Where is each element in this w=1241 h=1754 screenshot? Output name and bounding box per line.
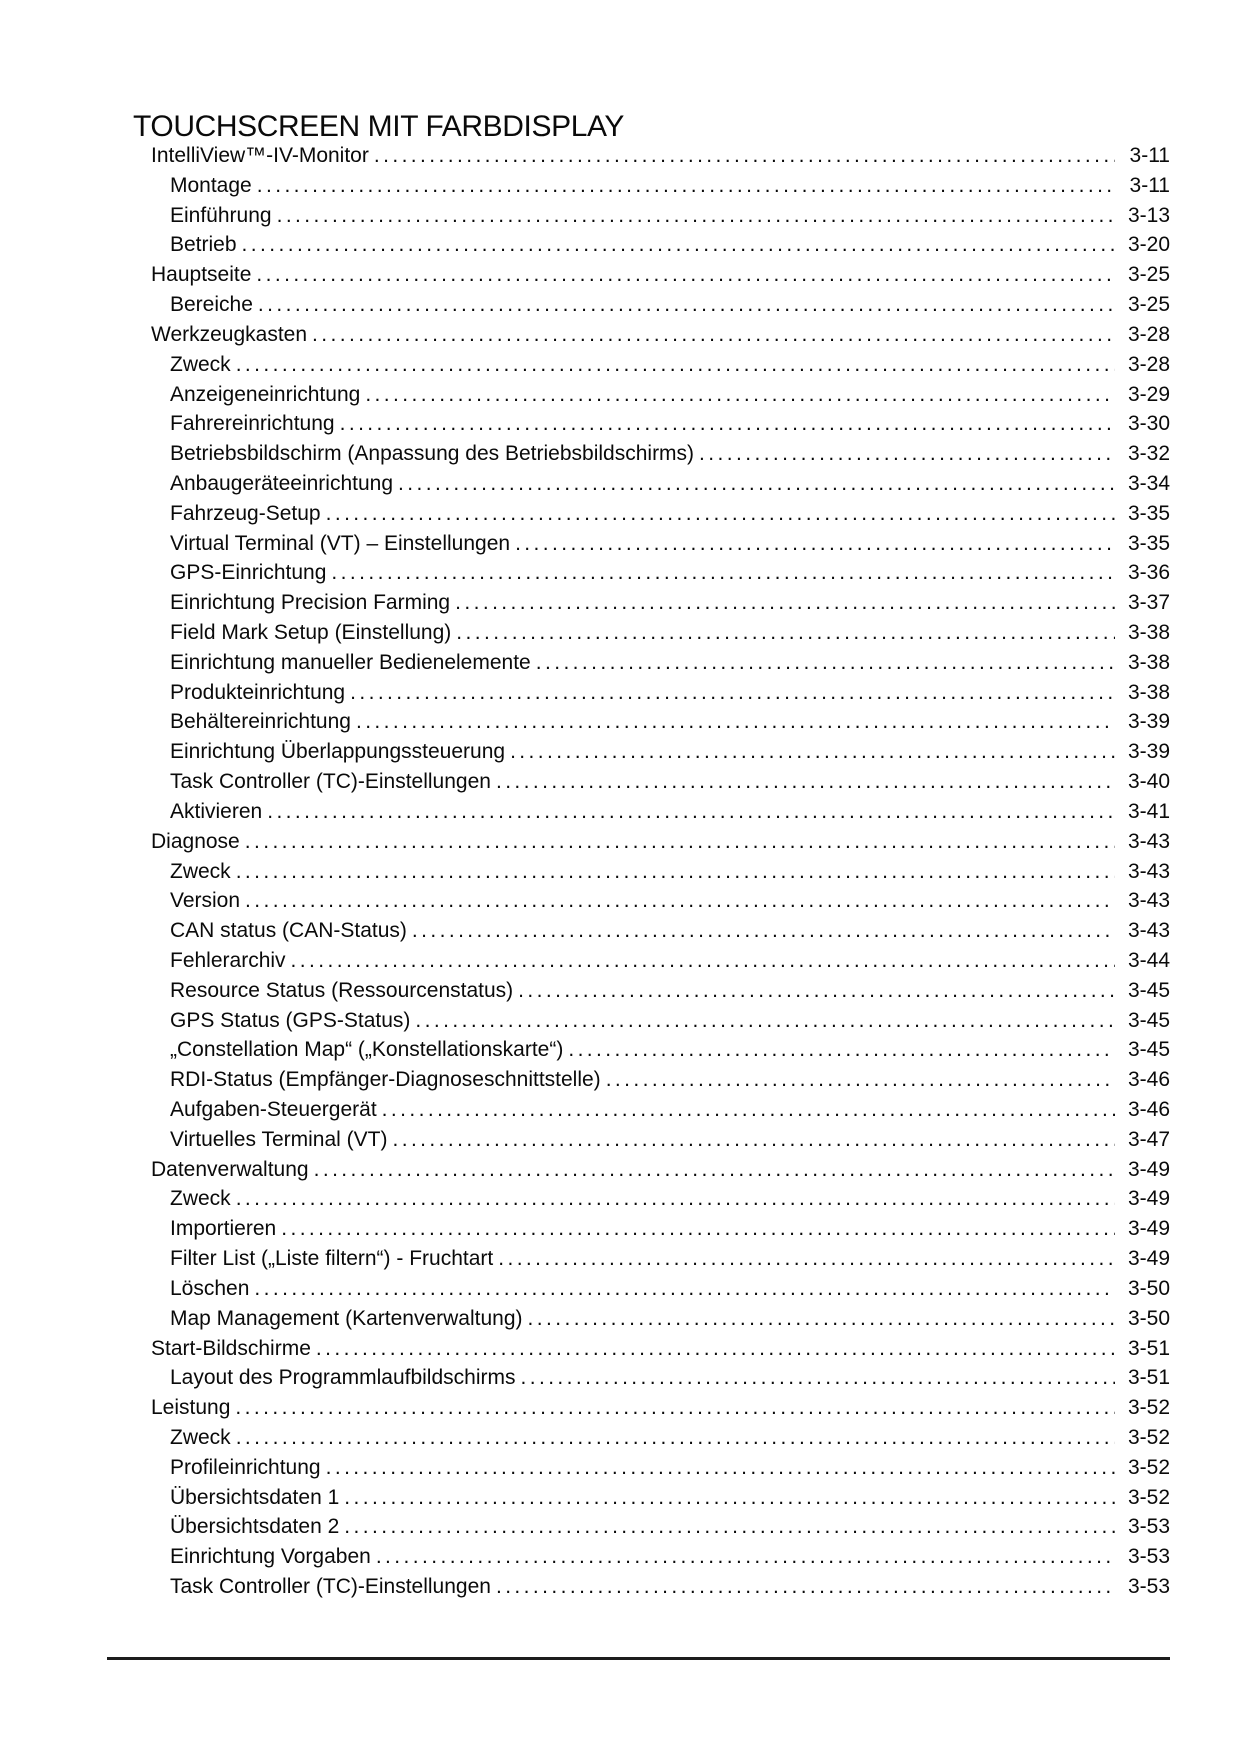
dot-leader <box>356 707 1115 737</box>
toc-entry-label: Start-Bildschirme <box>151 1336 311 1360</box>
toc-page-number: 3-29 <box>1127 382 1170 406</box>
toc-page-number: 3-38 <box>1127 650 1170 674</box>
toc-page-number: 3-51 <box>1127 1336 1170 1360</box>
dot-leader <box>312 320 1115 350</box>
toc-entry-label: Zweck <box>170 1425 231 1449</box>
dot-leader <box>456 618 1115 648</box>
toc-entry-label: RDI-Status (Empfänger-Diagnoseschnittstelle) <box>170 1068 601 1092</box>
toc-entry <box>107 1125 1170 1155</box>
toc-entry <box>107 469 1170 499</box>
dot-leader <box>236 1423 1115 1453</box>
toc-entry <box>107 1155 1170 1185</box>
toc-entry <box>107 1572 1170 1602</box>
toc-entry-label: Fahrereinrichtung <box>170 412 335 436</box>
dot-leader <box>242 230 1115 260</box>
toc-page-number: 3-34 <box>1127 471 1170 495</box>
toc-entry <box>107 1542 1170 1572</box>
toc-entry <box>107 141 1170 171</box>
toc-entry <box>107 767 1170 797</box>
dot-leader <box>606 1065 1115 1095</box>
toc-entry <box>107 1363 1170 1393</box>
toc-page-number: 3-25 <box>1127 263 1170 287</box>
toc-entry <box>107 1304 1170 1334</box>
dot-leader <box>340 409 1115 439</box>
toc-page-number: 3-30 <box>1127 412 1170 436</box>
dot-leader <box>496 767 1115 797</box>
toc-entry <box>107 1274 1170 1304</box>
toc-page-number: 3-32 <box>1127 442 1170 466</box>
toc-entry <box>107 320 1170 350</box>
toc-page-number: 3-43 <box>1127 829 1170 853</box>
toc-entry-label: Virtuelles Terminal (VT) <box>170 1127 388 1151</box>
toc-entry <box>107 499 1170 529</box>
toc-entry-label: Aufgaben-Steuergerät <box>170 1098 377 1121</box>
dot-leader <box>254 1274 1115 1304</box>
toc-page-number: 3-50 <box>1127 1306 1170 1330</box>
toc-page-number: 3-49 <box>1127 1187 1170 1211</box>
toc-entry-label: Task Controller (TC)-Einstellungen <box>170 1575 491 1598</box>
toc-entry <box>107 916 1170 946</box>
toc-page-number: 3-45 <box>1127 1008 1170 1032</box>
toc-entry <box>107 1244 1170 1274</box>
dot-leader <box>314 1155 1115 1185</box>
toc-entry-label: Behältereinrichtung <box>170 710 351 734</box>
dot-leader <box>376 1542 1115 1572</box>
table-of-contents <box>107 141 1170 1602</box>
toc-entry <box>107 1393 1170 1423</box>
toc-page-number: 3-53 <box>1127 1545 1170 1569</box>
dot-leader <box>257 171 1115 201</box>
toc-entry-label: Übersichtsdaten 1 <box>170 1485 340 1509</box>
dot-leader <box>415 1006 1115 1036</box>
toc-page-number: 3-52 <box>1127 1425 1170 1449</box>
toc-entry-label: Betriebsbildschirm (Anpassung des Betriebsbildschirms) <box>170 442 695 466</box>
toc-entry-label: Version <box>170 889 241 913</box>
toc-page-number: 3-53 <box>1127 1515 1170 1539</box>
toc-page-number: 3-52 <box>1127 1455 1170 1479</box>
toc-entry <box>107 529 1170 559</box>
dot-leader <box>326 499 1115 529</box>
dot-leader <box>256 260 1115 290</box>
toc-entry-label: Montage <box>170 173 252 197</box>
dot-leader <box>344 1483 1115 1513</box>
toc-entry-label: Hauptseite <box>151 263 252 287</box>
toc-entry-label: Anzeigeneinrichtung <box>170 382 361 406</box>
dot-leader <box>515 529 1115 559</box>
toc-entry-label: Importieren <box>170 1217 277 1241</box>
toc-page-number: 3-25 <box>1127 293 1170 317</box>
toc-entry <box>107 946 1170 976</box>
toc-entry <box>107 737 1170 767</box>
toc-page-number: 3-43 <box>1127 859 1170 883</box>
toc-entry-label: Zweck <box>170 352 231 376</box>
toc-entry-label: Leistung <box>151 1396 231 1420</box>
toc-page-number: 3-49 <box>1127 1247 1170 1271</box>
toc-page-number: 3-39 <box>1127 710 1170 734</box>
toc-page-number: 3-40 <box>1127 770 1170 794</box>
toc-page-number: 3-51 <box>1127 1366 1170 1390</box>
dot-leader <box>277 201 1115 231</box>
footer-rule <box>107 1657 1170 1660</box>
toc-entry-label: Field Mark Setup (Einstellung) <box>170 621 452 644</box>
toc-entry <box>107 1006 1170 1036</box>
toc-entry-label: Einrichtung Überlappungssteuerung <box>170 740 506 764</box>
dot-leader <box>392 1125 1115 1155</box>
page-title: TOUCHSCREEN MIT FARBDISPLAY <box>133 110 624 143</box>
dot-leader <box>374 141 1115 171</box>
toc-entry <box>107 1423 1170 1453</box>
toc-entry-label: Datenverwaltung <box>151 1157 309 1181</box>
toc-page-number: 3-49 <box>1127 1217 1170 1241</box>
toc-entry-label: Virtual Terminal (VT) – Einstellungen <box>170 531 511 555</box>
toc-page-number: 3-36 <box>1127 561 1170 585</box>
toc-entry <box>107 1483 1170 1513</box>
dot-leader <box>236 350 1115 380</box>
dot-leader <box>235 1393 1115 1423</box>
toc-page-number: 3-43 <box>1127 889 1170 913</box>
toc-entry <box>107 558 1170 588</box>
toc-entry-label: Löschen <box>170 1276 250 1300</box>
dot-leader <box>344 1512 1115 1542</box>
dot-leader <box>518 976 1115 1006</box>
toc-entry-label: CAN status (CAN-Status) <box>170 919 407 943</box>
toc-entry-label: Einrichtung Vorgaben <box>170 1545 371 1569</box>
toc-entry <box>107 707 1170 737</box>
dot-leader <box>245 886 1115 916</box>
toc-entry <box>107 1453 1170 1483</box>
toc-entry-label: Filter List („Liste filtern“) - Fruchtart <box>170 1247 494 1271</box>
dot-leader <box>236 857 1115 887</box>
dot-leader <box>510 737 1115 767</box>
toc-page-number: 3-11 <box>1129 144 1170 167</box>
toc-page-number: 3-28 <box>1127 322 1170 346</box>
dot-leader <box>291 946 1115 976</box>
dot-leader <box>326 1453 1115 1483</box>
toc-entry <box>107 350 1170 380</box>
dot-leader <box>398 469 1115 499</box>
toc-entry <box>107 976 1170 1006</box>
toc-page-number: 3-37 <box>1127 591 1170 615</box>
toc-page-number: 3-35 <box>1127 501 1170 525</box>
toc-entry-label: Zweck <box>170 1187 231 1211</box>
toc-page-number: 3-47 <box>1127 1127 1170 1151</box>
toc-entry-label: Aktivieren <box>170 799 263 823</box>
toc-entry <box>107 1334 1170 1364</box>
toc-entry <box>107 1095 1170 1125</box>
dot-leader <box>236 1184 1115 1214</box>
toc-entry <box>107 171 1170 201</box>
toc-entry-label: Zweck <box>170 859 231 883</box>
toc-entry-label: GPS-Einrichtung <box>170 561 327 585</box>
toc-entry-label: Task Controller (TC)-Einstellungen <box>170 770 491 794</box>
toc-entry-label: Werkzeugkasten <box>151 322 308 346</box>
toc-entry-label: Übersichtsdaten 2 <box>170 1515 340 1539</box>
toc-entry-label: Betrieb <box>170 233 237 257</box>
dot-leader <box>520 1363 1115 1393</box>
toc-entry <box>107 618 1170 648</box>
dot-leader <box>498 1244 1115 1274</box>
toc-entry-label: Fahrzeug-Setup <box>170 501 321 525</box>
toc-entry <box>107 409 1170 439</box>
toc-entry <box>107 886 1170 916</box>
toc-entry <box>107 1065 1170 1095</box>
toc-page-number: 3-45 <box>1127 1038 1170 1062</box>
toc-entry-label: Anbaugeräteeinrichtung <box>170 471 394 495</box>
dot-leader <box>528 1304 1115 1334</box>
dot-leader <box>568 1035 1115 1065</box>
toc-entry-label: Fehlerarchiv <box>170 948 286 972</box>
toc-entry-label: „Constellation Map“ („Konstellationskarte“) <box>170 1038 564 1062</box>
toc-page-number: 3-43 <box>1127 919 1170 943</box>
dot-leader <box>496 1572 1115 1602</box>
dot-leader <box>382 1095 1115 1125</box>
toc-entry-label: Einführung <box>170 203 272 227</box>
toc-entry <box>107 678 1170 708</box>
toc-page-number: 3-41 <box>1127 799 1170 823</box>
toc-page-number: 3-28 <box>1127 352 1170 376</box>
toc-entry <box>107 439 1170 469</box>
toc-entry <box>107 201 1170 231</box>
toc-entry <box>107 1035 1170 1065</box>
dot-leader <box>281 1214 1115 1244</box>
toc-entry-label: Bereiche <box>170 293 253 317</box>
toc-page-number: 3-52 <box>1127 1485 1170 1509</box>
toc-entry-label: Einrichtung Precision Farming <box>170 591 451 615</box>
toc-page-number: 3-11 <box>1129 173 1170 197</box>
toc-page-number: 3-53 <box>1127 1575 1170 1598</box>
toc-entry-label: Profileinrichtung <box>170 1455 321 1479</box>
toc-entry <box>107 290 1170 320</box>
toc-page-number: 3-46 <box>1127 1098 1170 1121</box>
toc-page-number: 3-50 <box>1127 1276 1170 1300</box>
toc-page-number: 3-38 <box>1127 680 1170 704</box>
toc-page-number: 3-20 <box>1127 233 1170 257</box>
toc-page-number: 3-38 <box>1127 621 1170 644</box>
toc-page-number: 3-52 <box>1127 1396 1170 1420</box>
toc-entry-label: Layout des Programmlaufbildschirms <box>170 1366 516 1390</box>
toc-page-number: 3-45 <box>1127 978 1170 1002</box>
dot-leader <box>316 1334 1115 1364</box>
dot-leader <box>245 827 1115 857</box>
dot-leader <box>412 916 1115 946</box>
dot-leader <box>258 290 1115 320</box>
toc-page-number: 3-39 <box>1127 740 1170 764</box>
toc-entry-label: Map Management (Kartenverwaltung) <box>170 1306 523 1330</box>
toc-entry-label: IntelliView™-IV-Monitor <box>151 144 369 167</box>
toc-entry <box>107 827 1170 857</box>
dot-leader <box>699 439 1115 469</box>
toc-page-number: 3-13 <box>1127 203 1170 227</box>
toc-entry <box>107 230 1170 260</box>
toc-entry <box>107 380 1170 410</box>
toc-entry-label: Resource Status (Ressourcenstatus) <box>170 978 514 1002</box>
toc-entry-label: Produkteinrichtung <box>170 680 346 704</box>
toc-entry <box>107 1512 1170 1542</box>
toc-page-number: 3-44 <box>1127 948 1170 972</box>
toc-entry <box>107 588 1170 618</box>
dot-leader <box>365 380 1115 410</box>
toc-entry <box>107 260 1170 290</box>
toc-entry-label: Einrichtung manueller Bedienelemente <box>170 650 531 674</box>
toc-entry <box>107 648 1170 678</box>
toc-entry <box>107 797 1170 827</box>
toc-entry-label: GPS Status (GPS-Status) <box>170 1008 411 1032</box>
toc-entry <box>107 1214 1170 1244</box>
dot-leader <box>350 678 1115 708</box>
toc-page-number: 3-46 <box>1127 1068 1170 1092</box>
toc-entry-label: Diagnose <box>151 829 240 853</box>
dot-leader <box>331 558 1115 588</box>
dot-leader <box>455 588 1115 618</box>
toc-page-number: 3-35 <box>1127 531 1170 555</box>
toc-entry <box>107 1184 1170 1214</box>
dot-leader <box>267 797 1115 827</box>
dot-leader <box>536 648 1115 678</box>
toc-entry <box>107 857 1170 887</box>
toc-page-number: 3-49 <box>1127 1157 1170 1181</box>
